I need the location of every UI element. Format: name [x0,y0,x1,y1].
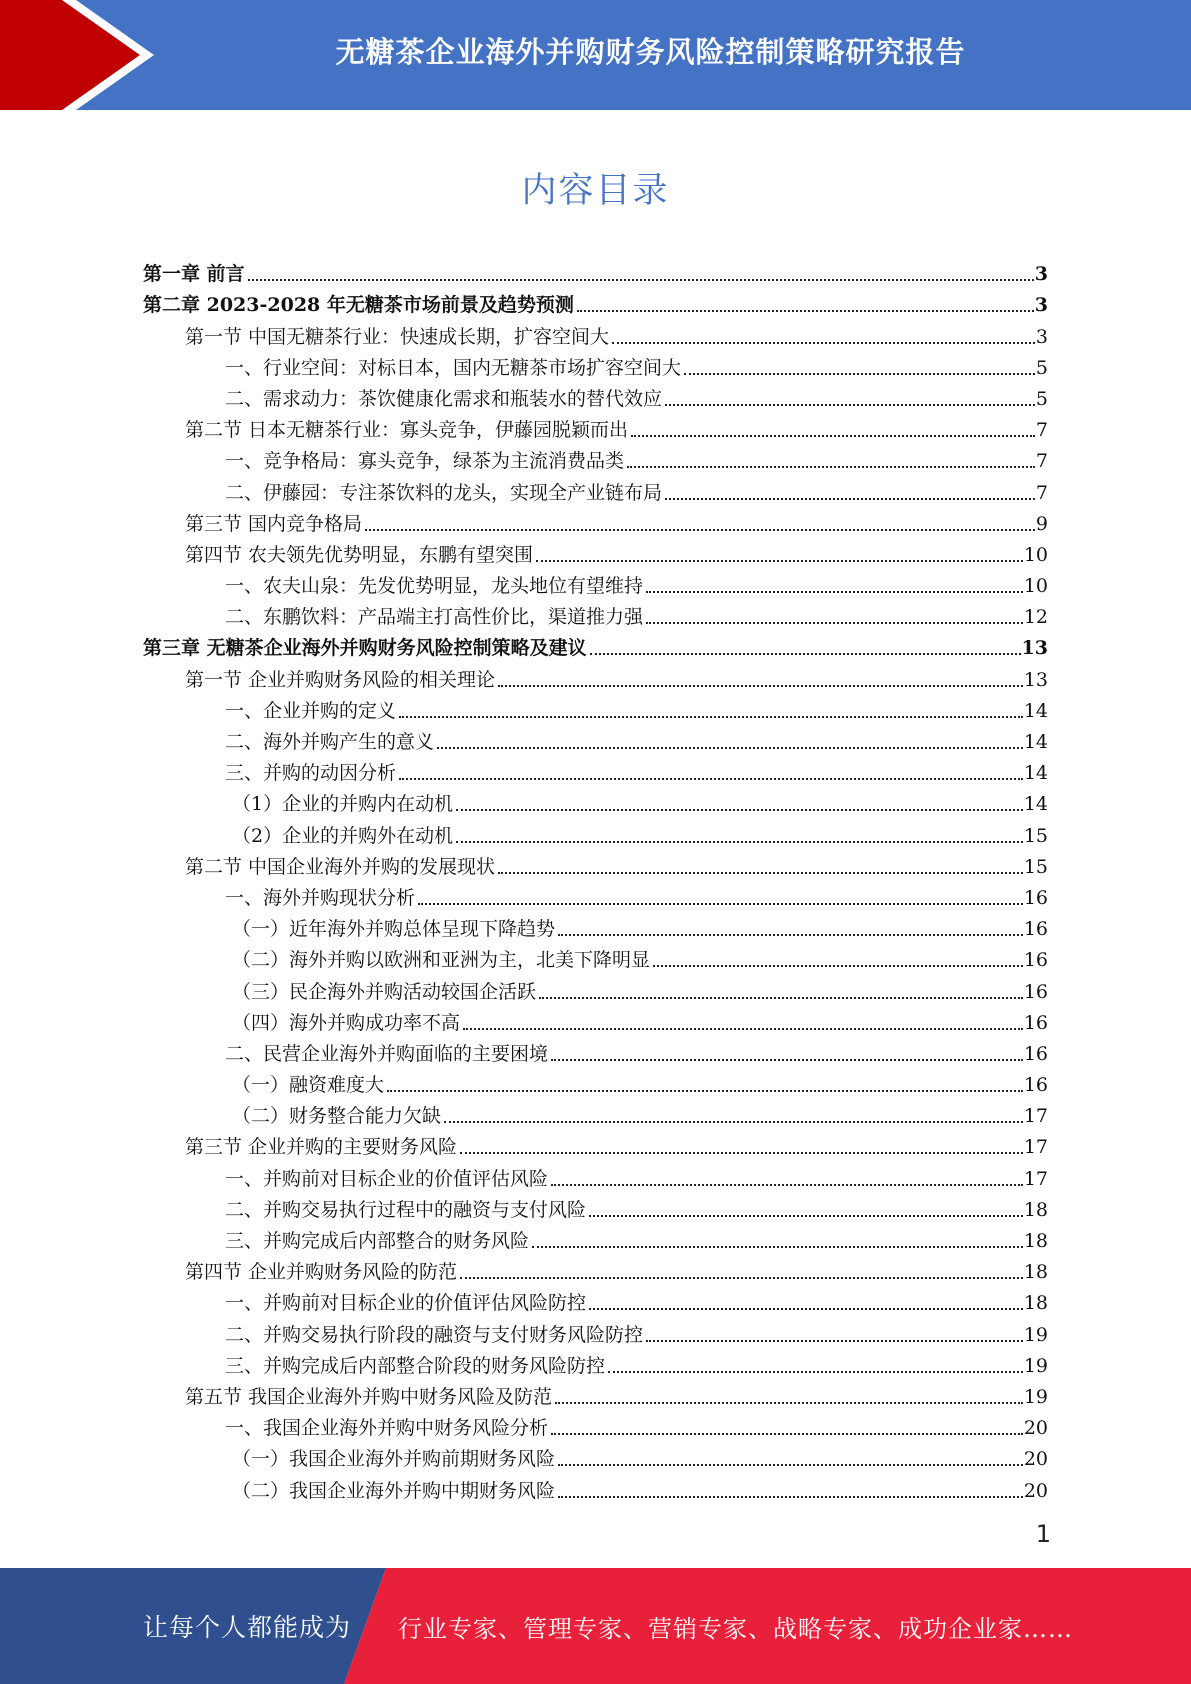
dot-leader [456,809,1023,811]
toc-entry[interactable] [143,1283,1048,1314]
toc-entry-page: 16 [1023,1074,1048,1097]
toc-entry-title: 第四节 企业并购财务风险的防范 [185,1261,458,1284]
toc-entry-page: 18 [1023,1292,1048,1315]
toc-entry[interactable] [143,504,1048,535]
toc-entry-title: 二、伊藤园：专注茶饮料的龙头，实现全产业链布局 [225,481,663,504]
toc-entry[interactable] [143,1065,1048,1096]
toc-entry-title: 一、并购前对目标企业的价值评估风险 [225,1167,549,1190]
toc-entry[interactable] [143,348,1048,379]
toc-entry-page: 3 [1034,294,1048,317]
footer-banner [0,1568,1191,1684]
toc-entry[interactable] [143,566,1048,597]
toc-entry-page: 7 [1035,481,1048,504]
dot-leader [463,1028,1023,1030]
toc-entry-page: 16 [1023,1011,1048,1034]
toc-entry-title: 第一章 前言 [143,263,245,286]
toc-entry-page: 9 [1035,512,1048,535]
toc-entry-title: 三、并购的动因分析 [225,762,397,785]
dot-leader [365,529,1035,531]
toc-entry-title: （一）融资难度大 [232,1074,385,1097]
toc-entry-page: 16 [1023,886,1048,909]
dot-leader [498,685,1023,687]
toc-entry[interactable] [143,628,1048,659]
toc-entry[interactable] [143,285,1048,316]
dot-leader [248,279,1034,281]
toc-entry-page: 20 [1023,1448,1048,1471]
toc-entry[interactable] [143,472,1048,503]
dot-leader [444,1121,1023,1123]
toc-entry-title: 三、并购完成后内部整合的财务风险 [225,1230,530,1252]
dot-leader [536,560,1023,562]
toc-entry-title: 一、企业并购的定义 [225,699,397,722]
toc-entry[interactable] [143,1346,1048,1377]
toc-entry[interactable] [143,254,1048,285]
toc-entry[interactable] [143,909,1048,940]
toc-entry[interactable] [143,1470,1048,1501]
dot-leader [551,1059,1023,1061]
toc-entry[interactable] [143,410,1048,441]
toc-entry-page: 16 [1023,980,1048,1003]
toc-entry-title: 第一节 企业并购财务风险的相关理论 [185,668,496,691]
toc-entry[interactable] [143,1408,1048,1439]
toc-entry-page: 13 [1023,668,1048,691]
toc-entry[interactable] [143,535,1048,566]
toc-entry[interactable] [143,971,1048,1002]
toc-entry-page: 5 [1035,387,1048,410]
toc-entry-title: 二、并购交易执行阶段的融资与支付财务风险防控 [225,1323,644,1346]
dot-leader [558,1464,1023,1466]
toc-entry-title: 一、农夫山泉：先发优势明显，龙头地位有望维持 [225,575,644,598]
toc-entry-page: 19 [1023,1385,1048,1408]
toc-entry-title: （二）海外并购以欧洲和亚洲为主，北美下降明显 [232,949,651,972]
toc-entry[interactable] [143,1003,1048,1034]
toc-entry-title: 一、我国企业海外并购中财务风险分析 [225,1417,549,1440]
toc-entry[interactable] [143,1252,1048,1283]
footer-slogan-left: 让每个人都能成为 [143,1613,352,1642]
toc-entry-title: 二、东鹏饮料：产品端主打高性价比，渠道推力强 [225,606,644,629]
report-title: 无糖茶企业海外并购财务风险控制策略研究报告 [335,34,966,69]
header-banner [0,0,1191,110]
toc-entry-title: （一）我国企业海外并购前期财务风险 [232,1448,556,1471]
dot-leader [665,498,1035,500]
dot-leader [665,404,1035,406]
toc-entry[interactable] [143,316,1048,347]
toc-entry-page: 13 [1021,637,1048,660]
dot-leader [498,872,1023,874]
toc-entry-page: 10 [1023,543,1048,566]
toc-entry-page: 7 [1035,450,1048,473]
toc-entry[interactable] [143,1096,1048,1127]
dot-leader [612,342,1035,344]
dot-leader [551,1184,1023,1186]
toc-entry[interactable] [143,691,1048,722]
dot-leader [589,1215,1023,1217]
toc-entry-title: （二）我国企业海外并购中期财务风险 [232,1479,556,1502]
toc-entry-page: 14 [1023,793,1048,816]
toc-entry[interactable] [143,1127,1048,1158]
toc-entry-title: （三）民企海外并购活动较国企活跃 [232,980,537,1003]
toc-entry-title: 第三节 企业并购的主要财务风险 [185,1136,458,1159]
toc-entry-title: （1）企业的并购内在动机 [232,793,454,816]
dot-leader [627,466,1035,468]
toc-entry-title: 第二章 2023-2028 年无糖茶市场前景及趋势预测 [143,294,574,317]
toc-heading: 内容目录 [521,171,670,211]
dot-leader [456,841,1023,843]
dot-leader [418,903,1023,905]
toc-entry-title: 一、行业空间：对标日本，国内无糖茶市场扩容空间大 [225,356,682,379]
toc-list [143,254,1048,1502]
toc-entry-title: （二）财务整合能力欠缺 [232,1105,442,1128]
toc-entry-page: 20 [1023,1479,1048,1502]
toc-entry-page: 15 [1023,855,1048,878]
toc-entry-title: 二、需求动力：茶饮健康化需求和瓶装水的替代效应 [225,387,663,410]
toc-entry[interactable] [143,753,1048,784]
dot-leader [460,1152,1023,1154]
toc-entry[interactable] [143,940,1048,971]
toc-entry-page: 19 [1023,1354,1048,1377]
toc-entry-page: 3 [1034,263,1048,286]
toc-entry-page: 10 [1023,575,1048,598]
toc-entry-page: 17 [1023,1167,1048,1190]
toc-entry-page: 16 [1023,1042,1048,1065]
dot-leader [551,1433,1023,1435]
toc-entry-page: 18 [1023,1230,1048,1252]
toc-entry-title: 一、海外并购现状分析 [225,886,416,909]
toc-entry-page: 17 [1023,1105,1048,1128]
toc-entry-page: 14 [1023,699,1048,722]
toc-entry[interactable] [143,1190,1048,1221]
toc-entry[interactable] [143,597,1048,628]
dot-leader [399,716,1023,718]
dot-leader [646,622,1023,624]
dot-leader [684,373,1035,375]
toc-entry-title: 第五节 我国企业海外并购中财务风险及防范 [185,1385,553,1408]
dot-leader [589,1308,1023,1310]
toc-entry-title: 一、并购前对目标企业的价值评估风险防控 [225,1292,587,1315]
toc-entry[interactable] [143,1377,1048,1408]
dot-leader [558,1496,1023,1498]
toc-entry-title: 第三章 无糖茶企业海外并购财务风险控制策略及建议 [143,637,587,660]
dot-leader [646,1340,1023,1342]
dot-leader [558,934,1023,936]
toc-entry-page: 15 [1023,824,1048,847]
toc-entry[interactable] [143,815,1048,846]
toc-entry-title: 三、并购完成后内部整合阶段的财务风险防控 [225,1354,606,1377]
dot-leader [608,1371,1023,1373]
toc-entry-page: 7 [1035,419,1048,442]
toc-entry-page: 18 [1023,1198,1048,1221]
toc-entry-page: 16 [1023,918,1048,941]
toc-entry[interactable] [143,1314,1048,1345]
toc-entry-title: 二、海外并购产生的意义 [225,731,435,753]
toc-entry-title: 二、并购交易执行过程中的融资与支付风险 [225,1198,587,1221]
dot-leader [437,747,1023,749]
toc-entry-page: 14 [1023,762,1048,785]
toc-entry[interactable] [143,659,1048,690]
toc-entry-title: 一、竞争格局：寡头竞争，绿茶为主流消费品类 [225,450,625,473]
toc-entry[interactable] [143,1034,1048,1065]
dot-leader [387,1090,1023,1092]
toc-entry-title: （四）海外并购成功率不高 [232,1011,461,1034]
dot-leader [460,1277,1023,1279]
toc-entry-page: 20 [1023,1417,1048,1440]
toc-entry-title: 二、民营企业海外并购面临的主要困境 [225,1042,549,1065]
toc-entry-title: 第一节 中国无糖茶行业：快速成长期，扩容空间大 [185,325,610,348]
toc-entry-title: （2）企业的并购外在动机 [232,824,454,847]
toc-entry[interactable] [143,1158,1048,1189]
toc-entry-title: 第二节 日本无糖茶行业：寡头竞争，伊藤园脱颖而出 [185,419,629,442]
toc-entry-title: 第二节 中国企业海外并购的发展现状 [185,855,496,878]
toc-entry[interactable] [143,1439,1048,1470]
page-number: 1 [1035,1520,1051,1548]
toc-entry-page: 17 [1023,1136,1048,1159]
toc-entry[interactable] [143,379,1048,410]
toc-entry-page: 16 [1023,949,1048,972]
toc-entry-page: 18 [1023,1261,1048,1284]
toc-entry-page: 12 [1023,606,1048,629]
toc-entry-page: 19 [1023,1323,1048,1346]
toc-entry[interactable] [143,784,1048,815]
dot-leader [539,997,1023,999]
dot-leader [577,310,1034,312]
toc-entry-page: 14 [1023,731,1048,753]
toc-entry-title: 第四节 农夫领先优势明显，东鹏有望突围 [185,543,534,566]
chevron-logo-icon [0,0,160,110]
dot-leader [646,591,1023,593]
toc-entry-page: 5 [1035,356,1048,379]
dot-leader [590,653,1021,655]
toc-entry-title: （一）近年海外并购总体呈现下降趋势 [232,918,556,941]
dot-leader [555,1402,1023,1404]
dot-leader [653,965,1023,967]
dot-leader [631,435,1035,437]
toc-entry[interactable] [143,847,1048,878]
toc-entry[interactable] [143,722,1048,753]
dot-leader [532,1246,1023,1248]
toc-entry[interactable] [143,1221,1048,1252]
dot-leader [399,778,1023,780]
toc-entry-title: 第三节 国内竞争格局 [185,512,363,535]
footer-slogan-right: 行业专家、管理专家、营销专家、战略专家、成功企业家…… [398,1614,1073,1643]
toc-entry[interactable] [143,878,1048,909]
toc-entry[interactable] [143,441,1048,472]
toc-entry-page: 3 [1035,325,1048,348]
